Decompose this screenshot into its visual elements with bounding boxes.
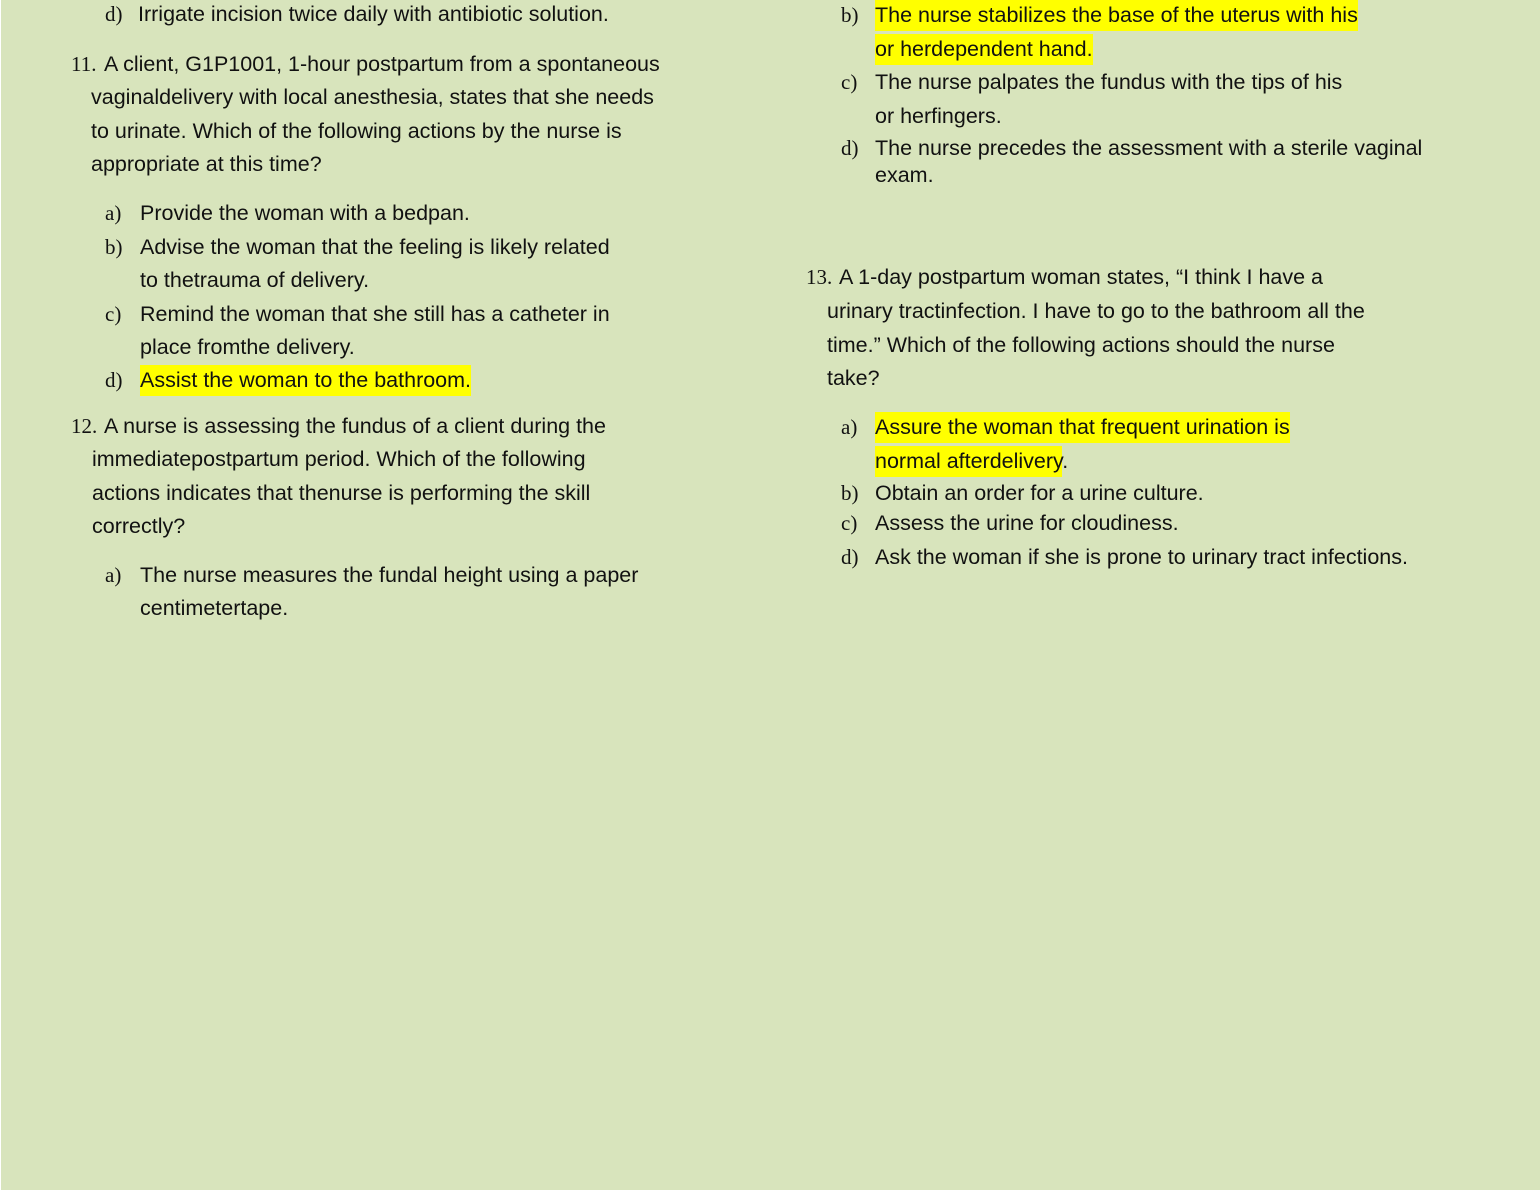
q13-option-b-marker: b)	[841, 481, 859, 505]
q13-option-a-marker: a)	[841, 415, 858, 439]
q13-option-d-marker: d)	[841, 545, 859, 569]
q11-option-c-text-1: Remind the woman that she still has a catheter in	[140, 302, 610, 326]
q11-option-b-text-2: to thetrauma of delivery.	[140, 268, 370, 292]
q12-option-c-text-1: The nurse palpates the fundus with the tips of his	[875, 70, 1343, 94]
q12-option-b-text-1	[875, 1, 1358, 29]
q12-answer-highlight-2: or herdependent hand.	[875, 34, 1093, 65]
q13-option-b-text: Obtain an order for a urine culture.	[875, 481, 1204, 505]
q12-option-c-text-2: or herfingers.	[875, 104, 1002, 128]
q12-option-a-marker: a)	[105, 563, 122, 587]
q11-option-d-marker: d)	[105, 368, 123, 392]
q11-option-a-text: Provide the woman with a bedpan.	[140, 201, 470, 225]
q13-number: 13.	[806, 265, 833, 289]
q11-option-c-text-2: place fromthe delivery.	[140, 335, 355, 359]
q12-stem-line-4: correctly?	[92, 514, 186, 538]
q11-answer-highlight: Assist the woman to the bathroom.	[140, 365, 471, 396]
q11-stem-line-3: to urinate. Which of the following actions by the nurse is	[91, 119, 622, 143]
page-edge	[0, 0, 1, 1190]
q11-option-c-marker: c)	[105, 302, 122, 326]
q12-stem-line-1: A nurse is assessing the fundus of a client during the	[104, 414, 606, 438]
q13-stem-line-2: urinary tractinfection. I have to go to the bathroom all the	[827, 299, 1365, 323]
q12-option-a-text-2: centimetertape.	[140, 596, 289, 620]
q13-option-a-text-2	[875, 447, 1068, 475]
q12-stem-line-3: actions indicates that thenurse is performing the skill	[92, 481, 591, 505]
q13-stem-line-1: A 1-day postpartum woman states, “I think I have a	[839, 265, 1323, 289]
q12-option-b-text-2	[875, 35, 1093, 63]
q12-answer-highlight-1: The nurse stabilizes the base of the uterus with his	[875, 0, 1358, 31]
q13-option-c-text: Assess the urine for cloudiness.	[875, 511, 1179, 535]
q12-option-d-text-1: The nurse precedes the assessment with a sterile vaginal	[875, 136, 1423, 160]
q11-stem-line-1: A client, G1P1001, 1-hour postpartum from a spontaneous	[104, 52, 660, 76]
q13-answer-highlight-2: normal afterdelivery	[875, 446, 1062, 477]
q12-option-d-marker: d)	[841, 136, 859, 160]
q11-option-a-marker: a)	[105, 201, 122, 225]
q13-option-c-marker: c)	[841, 511, 858, 535]
q13-option-a-text-1	[875, 413, 1290, 441]
q10-option-d-marker: d)	[105, 2, 123, 26]
q12-option-d-text-2: exam.	[875, 163, 934, 187]
q11-number: 11.	[71, 52, 97, 76]
q11-stem-line-4: appropriate at this time?	[91, 152, 322, 176]
q13-stem-line-4: take?	[827, 366, 880, 390]
q13-answer-highlight-1: Assure the woman that frequent urination is	[875, 412, 1290, 443]
q11-option-b-marker: b)	[105, 235, 123, 259]
q11-option-d-text	[140, 366, 471, 394]
q13-option-a-period: .	[1062, 449, 1069, 473]
q11-option-b-text-1: Advise the woman that the feeling is likely related	[140, 235, 610, 259]
q12-option-a-text-1: The nurse measures the fundal height using a paper	[140, 563, 639, 587]
q13-option-d-text: Ask the woman if she is prone to urinary tract infections.	[875, 545, 1408, 569]
q12-option-b-marker: b)	[841, 3, 859, 27]
q11-stem-line-2: vaginaldelivery with local anesthesia, states that she needs	[91, 85, 654, 109]
q13-stem-line-3: time.” Which of the following actions should the nurse	[827, 333, 1335, 357]
q12-stem-line-2: immediatepostpartum period. Which of the following	[92, 447, 586, 471]
q12-number: 12.	[71, 414, 98, 438]
q10-option-d-text: Irrigate incision twice daily with antibiotic solution.	[138, 2, 609, 26]
q12-option-c-marker: c)	[841, 70, 858, 94]
